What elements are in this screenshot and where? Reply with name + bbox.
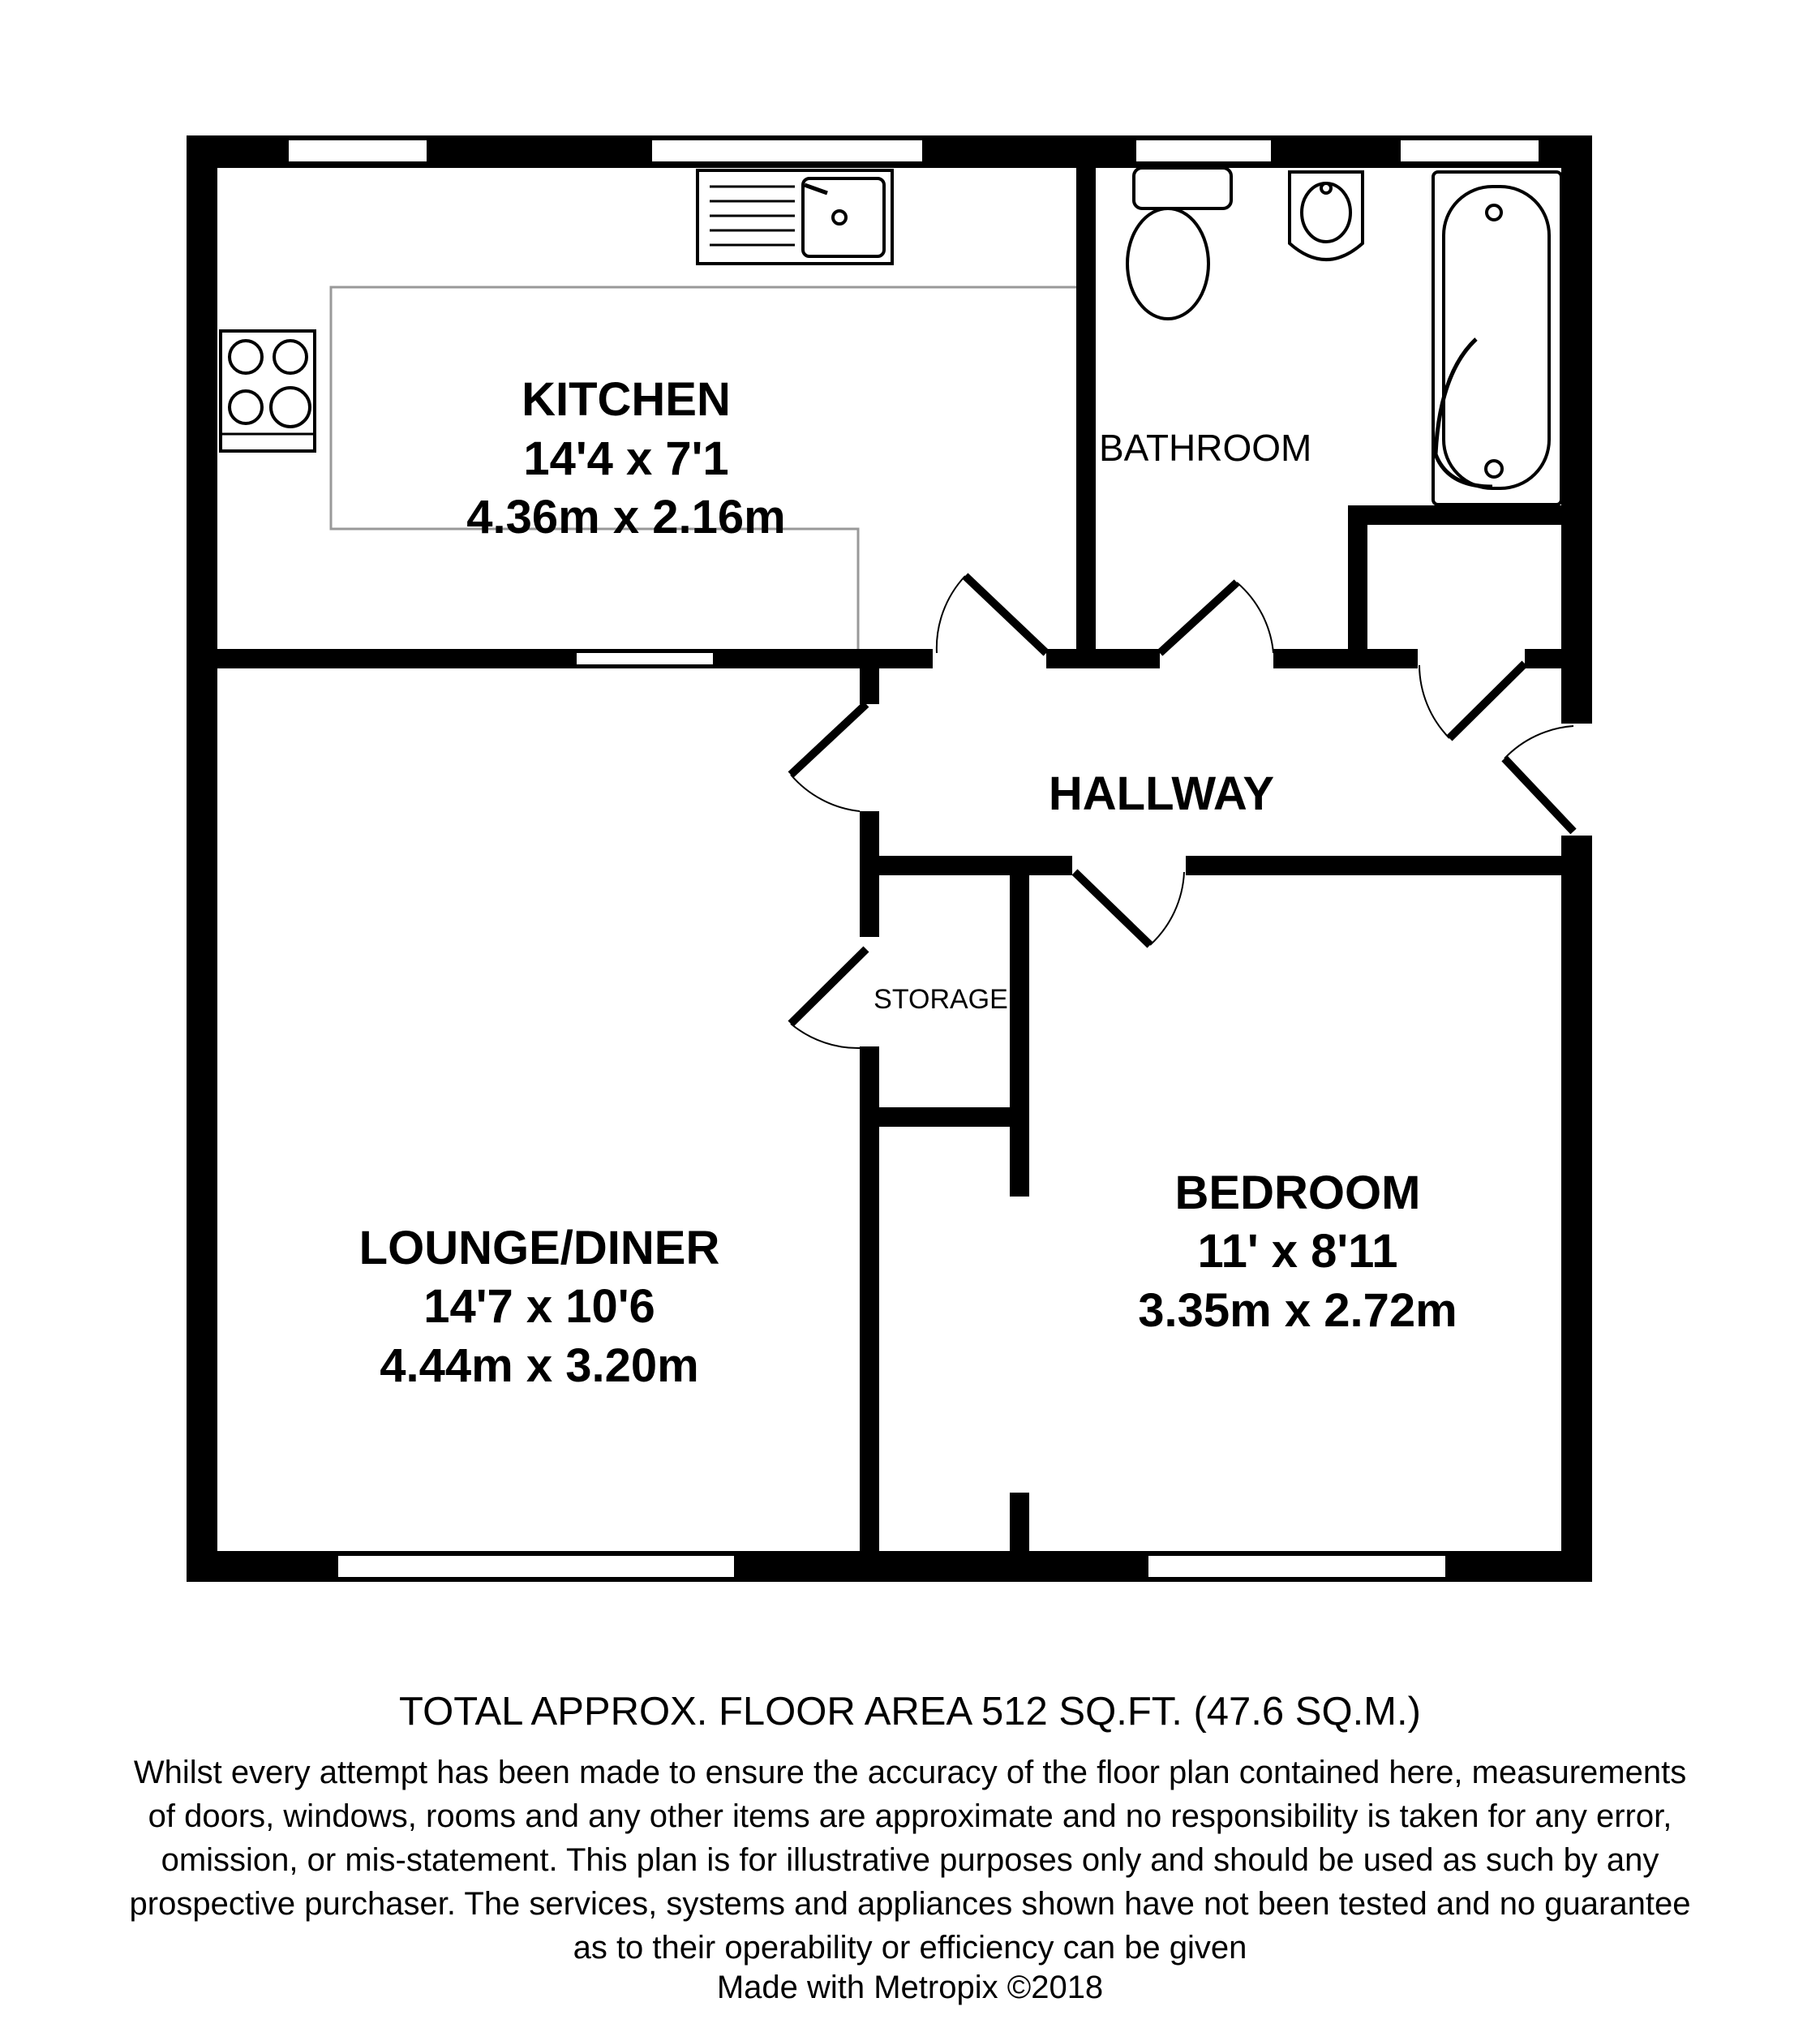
bedroom-metric: 3.35m x 2.72m bbox=[1138, 1284, 1457, 1337]
toilet-icon bbox=[1127, 168, 1231, 319]
bedroom-name: BEDROOM bbox=[1174, 1167, 1421, 1219]
total-floor-area: TOTAL APPROX. FLOOR AREA 512 SQ.FT. (47.6 SQ.M.) bbox=[399, 1690, 1421, 1734]
wall-kitchen-hall bbox=[1046, 649, 1160, 668]
door-front-swing bbox=[1505, 726, 1573, 758]
wall-cupboard-left bbox=[1348, 505, 1367, 651]
disclaimer-line: omission, or mis-statement. This plan is for illustrative purposes only and should be used as such by any bbox=[161, 1842, 1659, 1878]
door-bathroom bbox=[1160, 582, 1237, 653]
lounge-metric: 4.44m x 3.20m bbox=[380, 1339, 699, 1392]
window-kitchen-2 bbox=[651, 140, 923, 162]
wall-right-lower bbox=[1561, 836, 1592, 1582]
disclaimer-line: Whilst every attempt has been made to ensure the accuracy of the floor plan contained here, measurements bbox=[133, 1755, 1687, 1790]
window-lounge bbox=[337, 1555, 735, 1578]
sink-icon bbox=[698, 170, 892, 264]
wall-left bbox=[187, 135, 217, 1582]
door-cupboard bbox=[1449, 664, 1525, 738]
hallway-name: HALLWAY bbox=[1048, 767, 1275, 820]
wall-storage-bottom bbox=[860, 1107, 1022, 1127]
window-bedroom bbox=[1148, 1555, 1446, 1578]
window-bathroom-1 bbox=[1135, 140, 1272, 162]
wall-lounge-hall-upper bbox=[860, 665, 879, 704]
wall-cupboard-top bbox=[1348, 505, 1567, 525]
wall-cupboard-hall bbox=[1354, 649, 1418, 668]
hob-icon bbox=[221, 331, 315, 451]
wall-cupboard-hall-2 bbox=[1525, 649, 1573, 668]
disclaimer-line: prospective purchaser. The services, systems and appliances shown have not been tested and no guarantee bbox=[129, 1886, 1691, 1922]
door-bathroom-swing bbox=[1237, 582, 1273, 653]
door-cupboard-swing bbox=[1419, 665, 1449, 738]
lounge-name: LOUNGE/DINER bbox=[358, 1222, 720, 1274]
lounge-imperial: 14'7 x 10'6 bbox=[423, 1280, 655, 1333]
kitchen-name: KITCHEN bbox=[522, 373, 731, 426]
door-bedroom bbox=[1075, 872, 1150, 945]
disclaimer-line: of doors, windows, rooms and any other items are approximate and no responsibility is taken for any error, bbox=[148, 1798, 1672, 1834]
kitchen-imperial: 14'4 x 7'1 bbox=[523, 432, 729, 485]
disclaimer bbox=[0, 1751, 1820, 1970]
door-storage bbox=[791, 949, 866, 1024]
door-kitchen-swing bbox=[937, 576, 965, 653]
door-storage-swing bbox=[791, 1024, 860, 1048]
door-bedroom-swing bbox=[1150, 872, 1184, 945]
basin-icon bbox=[1290, 172, 1363, 260]
metropix-credit: Made with Metropix ©2018 bbox=[716, 1970, 1104, 2005]
window-bathroom-2 bbox=[1400, 140, 1539, 162]
door-lounge-swing bbox=[791, 775, 860, 811]
bathroom-name: BATHROOM bbox=[1099, 427, 1312, 469]
wall-kitchen-bathroom bbox=[1076, 162, 1096, 649]
wall-bedroom-stub bbox=[1010, 1493, 1029, 1566]
door-kitchen bbox=[965, 576, 1046, 653]
lounge-labels bbox=[359, 1222, 720, 1392]
bedroom-imperial: 11' x 8'11 bbox=[1197, 1225, 1398, 1278]
kitchen-metric: 4.36m x 2.16m bbox=[466, 491, 786, 544]
bath-icon bbox=[1433, 172, 1561, 505]
window-kitchen-1 bbox=[288, 140, 427, 162]
door-front bbox=[1505, 758, 1573, 831]
wall-storage-right bbox=[1010, 872, 1029, 1197]
wall-hall-storage bbox=[860, 856, 1072, 875]
wall-kitchen-lounge bbox=[187, 649, 933, 668]
wall-bath-side bbox=[1561, 168, 1592, 509]
storage-name: STORAGE bbox=[874, 984, 1008, 1015]
door-lounge bbox=[791, 704, 866, 775]
window-kitchen-lounge bbox=[576, 652, 714, 665]
bedroom-labels bbox=[1138, 1167, 1457, 1337]
disclaimer-line: as to their operability or efficiency can be given bbox=[573, 1930, 1247, 1966]
kitchen-labels bbox=[466, 373, 785, 544]
wall-hall-bedroom bbox=[1186, 856, 1591, 875]
